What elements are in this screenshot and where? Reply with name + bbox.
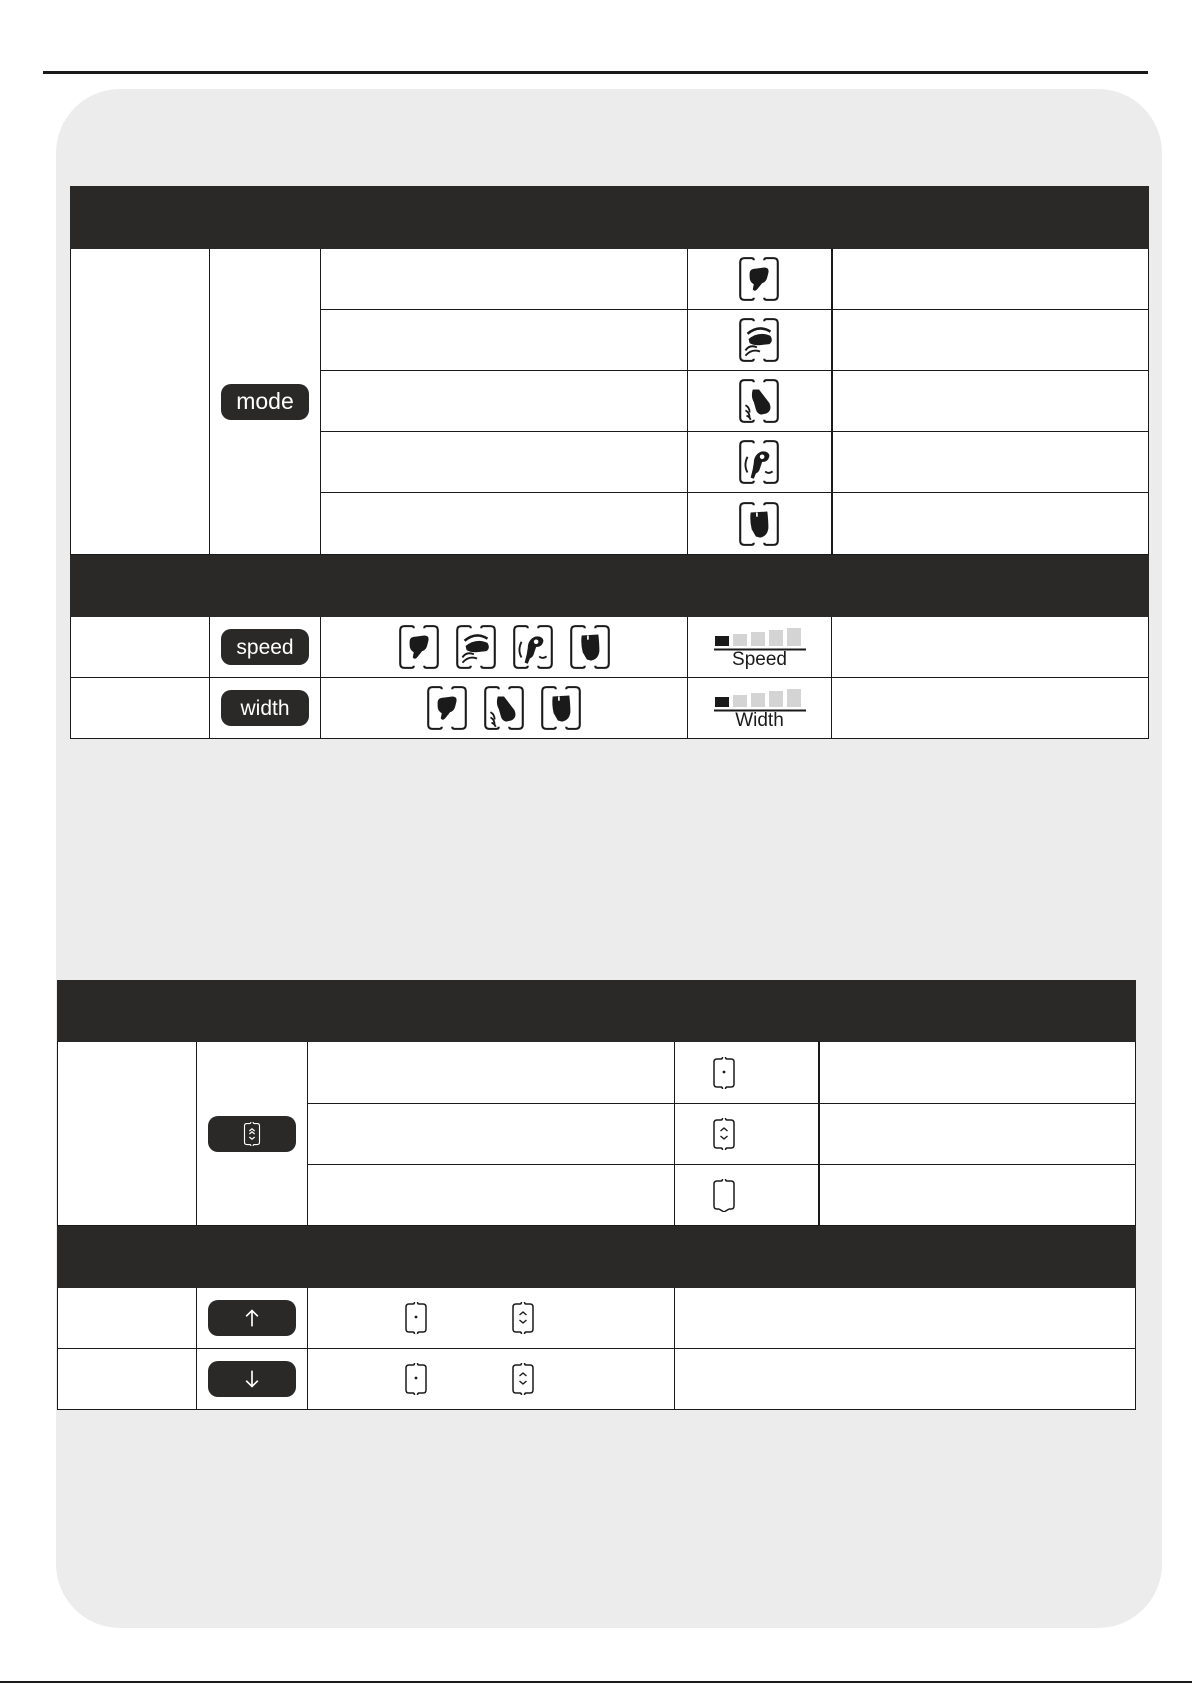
mode-2-icon-cell [688,310,832,371]
speed-note-cell [832,617,1149,678]
width-bar-1 [715,697,729,707]
width-button-cell [210,678,321,739]
partial-range-icon [712,1117,736,1151]
width-indicator [714,686,806,731]
down-button [208,1361,296,1397]
up-applicable-icons [308,1301,674,1335]
down-button-cell [197,1349,308,1410]
fixed-point-icon [404,1301,428,1335]
speed-bar-1 [715,636,729,646]
position-1-icon-cell [675,1042,819,1104]
shiatsu-icon [510,623,556,671]
mode-1-description-cell [321,249,688,310]
speed-indicator [714,625,806,670]
mode-4-icon-cell [688,432,832,493]
width-bar-4 [769,691,783,707]
width-applicable-icons [321,684,687,732]
width-indicator-cell [688,678,832,739]
knead-icon [424,684,470,732]
position-1-description-cell [308,1042,675,1104]
mode-2-description-cell [321,310,688,371]
speed-bar-2 [733,634,747,646]
position-table-header [58,981,1136,1042]
position-adjust-section-header [58,1226,1136,1288]
position-3-description-cell [308,1165,675,1226]
width-category-cell [71,678,210,739]
press-icon [567,623,613,671]
mode-4-note-cell [832,432,1149,493]
position-2-note-cell [819,1104,1136,1165]
mode-3-icon-cell [688,371,832,432]
position-button [208,1116,296,1152]
partial-range-icon [511,1301,535,1335]
width-bar-3 [751,693,765,707]
down-applicable-positions-cell [308,1349,675,1410]
arrow-down-icon [242,1368,262,1390]
top-rule [43,71,1148,74]
mode-1-note-cell [832,249,1149,310]
speed-bar-4 [769,630,783,646]
up-button [208,1300,296,1336]
speed-level-bars [714,625,806,651]
knead-icon [396,623,442,671]
position-category-cell [58,1042,197,1226]
shiatsu-icon [736,438,782,486]
fixed-point-icon [404,1362,428,1396]
speed-bar-3 [751,632,765,646]
speed-category-cell [71,617,210,678]
position-3-note-cell [819,1165,1136,1226]
width-bar-5 [787,689,801,707]
mode-1-icon-cell [688,249,832,310]
width-button: width [221,690,309,726]
width-applicable-modes-cell [321,678,688,739]
speed-button: speed [221,629,309,665]
up-applicable-positions-cell [308,1288,675,1349]
press-icon [736,500,782,548]
mode-5-description-cell [321,493,688,555]
speed-applicable-modes-cell [321,617,688,678]
mode-4-description-cell [321,432,688,493]
up-note-cell [675,1288,1136,1349]
width-bar-2 [733,695,747,707]
position-1-note-cell [819,1042,1136,1104]
tap-icon [736,377,782,425]
massage-table [70,186,1149,739]
up-button-cell [197,1288,308,1349]
partial-range-icon [511,1362,535,1396]
down-note-cell [675,1349,1136,1410]
up-category-cell [58,1288,197,1349]
speed-applicable-icons [321,623,687,671]
fixed-point-icon [712,1056,736,1090]
speed-indicator-cell [688,617,832,678]
speed-indicator-label: Speed [732,648,787,670]
knead-icon [736,255,782,303]
roll-icon [453,623,499,671]
arrow-up-icon [242,1307,262,1329]
mode-5-icon-cell [688,493,832,555]
bottom-rule [0,1681,1192,1683]
speed-button-cell [210,617,321,678]
adjustment-section-header [71,555,1149,617]
position-2-description-cell [308,1104,675,1165]
press-icon [538,684,584,732]
speed-bar-5 [787,628,801,646]
mode-button: mode [221,384,309,420]
width-level-bars [714,686,806,712]
position-3-icon-cell [675,1165,819,1226]
roll-icon [736,316,782,364]
width-indicator-label: Width [735,709,784,731]
massage-table-header [71,187,1149,249]
mode-button-cell [210,249,321,555]
mode-3-description-cell [321,371,688,432]
position-button-cell [197,1042,308,1226]
position-table [57,980,1136,1410]
mode-5-note-cell [832,493,1149,555]
position-cycle-icon [243,1121,261,1147]
position-2-icon-cell [675,1104,819,1165]
down-applicable-icons [308,1362,674,1396]
mode-category-cell [71,249,210,555]
mode-3-note-cell [832,371,1149,432]
width-note-cell [832,678,1149,739]
down-category-cell [58,1349,197,1410]
mode-2-note-cell [832,310,1149,371]
tap-icon [481,684,527,732]
full-range-icon [712,1178,736,1212]
